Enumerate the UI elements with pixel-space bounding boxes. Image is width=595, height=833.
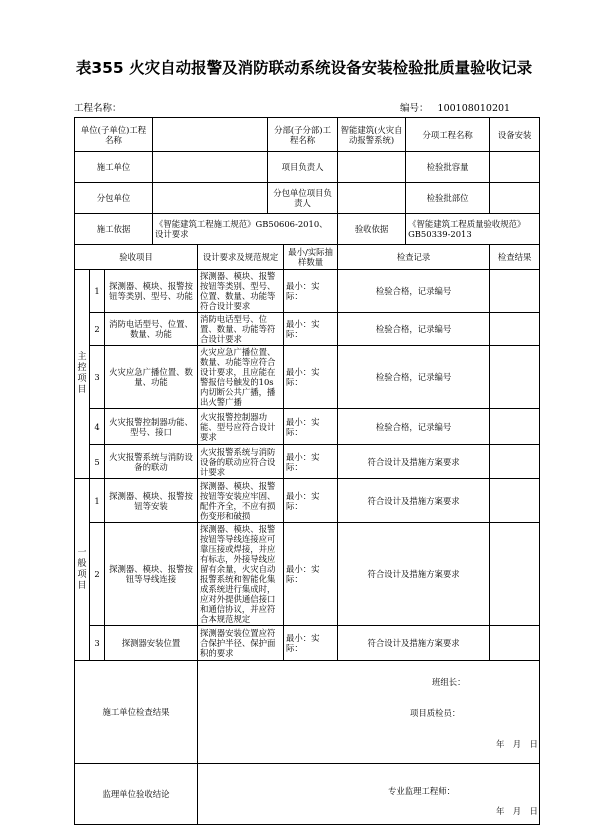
team-leader-label: 班组长： (432, 677, 466, 687)
subcontractor-label: 分包单位 (75, 183, 153, 214)
check-result[interactable] (490, 409, 540, 445)
col-header-result: 检查结果 (490, 245, 540, 270)
check-record[interactable]: 符合设计及措施方案要求 (338, 479, 490, 523)
supervisor-conclusion-label: 监理单位验收结论 (75, 764, 198, 825)
info-row-subcontractor (75, 183, 540, 214)
contractor-signoff-area[interactable] (198, 661, 540, 764)
contractor-label: 施工单位 (75, 152, 153, 183)
batch-part-value[interactable] (490, 183, 540, 214)
row-number: 2 (90, 523, 105, 626)
col-header-requirement: 设计要求及规范规定 (198, 245, 284, 270)
contractor-check-label: 施工单位检查结果 (75, 661, 198, 764)
table-row (75, 409, 540, 445)
check-result[interactable] (490, 479, 540, 523)
sub-division-label: 分部(子分部)工程名称 (268, 118, 338, 152)
form-code (400, 100, 510, 114)
supervision-engineer-label: 专业监理工程师： (388, 786, 456, 796)
item-requirement: 探测器安装位置应符合保护半径、保护面积的要求 (198, 626, 284, 661)
item-name: 探测器、模块、报警按钮等类别、型号、功能 (105, 270, 198, 313)
item-requirement: 探测器、模块、报警按钮等类别、型号、位置、数量、功能等符合设计要求 (198, 270, 284, 313)
construction-basis-label: 施工依据 (75, 214, 153, 245)
sub-project-manager-label: 分包单位项目负责人 (268, 183, 338, 214)
check-record[interactable]: 符合设计及措施方案要求 (338, 626, 490, 661)
info-row-basis (75, 214, 540, 245)
unit-name-label: 单位(子单位)工程名称 (75, 118, 153, 152)
item-name: 火灾报警控制器功能、型号、接口 (105, 409, 198, 445)
sample-size[interactable]: 最小：实际： (284, 346, 338, 409)
check-result[interactable] (490, 270, 540, 313)
item-requirement: 火灾应急广播位置、数量、功能等应符合设计要求，且应能在警报信号触发的10s内切断公共广播，播出火警广播 (198, 346, 284, 409)
table-row (75, 523, 540, 626)
code-label: 编号： (400, 103, 429, 114)
table-row (75, 445, 540, 479)
check-record[interactable]: 检验合格，记录编号 (338, 409, 490, 445)
table-row (75, 313, 540, 346)
check-record[interactable]: 检验合格，记录编号 (338, 313, 490, 346)
quality-inspector-label: 项目质检员： (410, 708, 461, 718)
table-row (75, 626, 540, 661)
check-result[interactable] (490, 523, 540, 626)
sample-size[interactable]: 最小：实际： (284, 445, 338, 479)
sub-project-manager-value[interactable] (338, 183, 406, 214)
supervisor-signoff-row (75, 764, 540, 825)
subcontractor-value[interactable] (153, 183, 268, 214)
contractor-date: 年 月 日 (496, 739, 538, 749)
contractor-signoff-row (75, 661, 540, 764)
item-name: 消防电话型号、位置、数量、功能 (105, 313, 198, 346)
check-result[interactable] (490, 313, 540, 346)
batch-part-label: 检验批部位 (406, 183, 490, 214)
batch-capacity-label: 检验批容量 (406, 152, 490, 183)
supervisor-signoff-area[interactable] (198, 764, 540, 825)
sample-size[interactable]: 最小：实际： (284, 313, 338, 346)
project-name-label: 工程名称： (74, 103, 122, 114)
supervisor-date: 年 月 日 (496, 806, 538, 816)
check-result[interactable] (490, 445, 540, 479)
col-header-item: 验收项目 (75, 245, 198, 270)
row-number: 1 (90, 479, 105, 523)
row-number: 2 (90, 313, 105, 346)
item-requirement: 消防电话型号、位置、数量、功能等符合设计要求 (198, 313, 284, 346)
check-record[interactable]: 检验合格，记录编号 (338, 270, 490, 313)
info-row-contractor (75, 152, 540, 183)
table-row (75, 479, 540, 523)
item-requirement: 火灾报警控制器功能、型号应符合设计要求 (198, 409, 284, 445)
page-title: 表355 火灾自动报警及消防联动系统设备安装检验批质量验收记录 (75, 59, 533, 77)
sample-size[interactable]: 最小：实际： (284, 409, 338, 445)
item-name: 火灾报警系统与消防设备的联动 (105, 445, 198, 479)
row-number: 5 (90, 445, 105, 479)
unit-name-value[interactable] (153, 118, 268, 152)
check-result[interactable] (490, 626, 540, 661)
row-number: 4 (90, 409, 105, 445)
row-number: 3 (90, 346, 105, 409)
check-record[interactable]: 检验合格，记录编号 (338, 346, 490, 409)
acceptance-basis-value[interactable]: 《智能建筑工程质量验收规范》GB50339-2013 (406, 214, 540, 245)
contractor-value[interactable] (153, 152, 268, 183)
item-name: 探测器、模块、报警按钮等安装 (105, 479, 198, 523)
sub-division-value[interactable]: 智能建筑(火灾自动报警系统) (338, 118, 406, 152)
col-header-sample: 最小/实际抽样数量 (284, 245, 338, 270)
sample-size[interactable]: 最小：实际： (284, 626, 338, 661)
code-value: 100108010201 (437, 103, 511, 114)
sample-size[interactable]: 最小：实际： (284, 270, 338, 313)
main-control-label: 主控项目 (75, 270, 90, 479)
row-number: 1 (90, 270, 105, 313)
check-record[interactable]: 符合设计及措施方案要求 (338, 445, 490, 479)
sample-size[interactable]: 最小：实际： (284, 479, 338, 523)
acceptance-basis-label: 验收依据 (338, 214, 406, 245)
general-items-label: 一般项目 (75, 479, 90, 661)
sample-size[interactable]: 最小：实际： (284, 523, 338, 626)
item-requirement: 火灾报警系统与消防设备的联动应符合设计要求 (198, 445, 284, 479)
project-manager-label: 项目负责人 (268, 152, 338, 183)
inspection-form-table (74, 117, 540, 825)
column-header-row (75, 245, 540, 270)
row-number: 3 (90, 626, 105, 661)
info-row-unit (75, 118, 540, 152)
sub-item-value[interactable]: 设备安装 (490, 118, 540, 152)
check-record[interactable]: 符合设计及措施方案要求 (338, 523, 490, 626)
item-requirement: 探测器、模块、报警按钮等导线连接应可靠压接或焊接，并应有标志，外接导线应留有余量，火灾自动报警系统和智能化集成系统进行集成时，应对外提供通信接口和通信协议，并应符合本规范规定 (198, 523, 284, 626)
item-name: 探测器、模块、报警按钮等导线连接 (105, 523, 198, 626)
item-name: 探测器安装位置 (105, 626, 198, 661)
batch-capacity-value[interactable] (490, 152, 540, 183)
project-manager-value[interactable] (338, 152, 406, 183)
sub-item-label: 分项工程名称 (406, 118, 490, 152)
item-requirement: 探测器、模块、报警按钮等安装应牢固、配件齐全，不应有损伤变形和破损 (198, 479, 284, 523)
item-name: 火灾应急广播位置、数量、功能 (105, 346, 198, 409)
check-result[interactable] (490, 346, 540, 409)
table-row (75, 270, 540, 313)
construction-basis-value[interactable]: 《智能建筑工程施工规范》GB50606-2010、设计要求 (153, 214, 338, 245)
col-header-record: 检查记录 (338, 245, 490, 270)
table-row (75, 346, 540, 409)
